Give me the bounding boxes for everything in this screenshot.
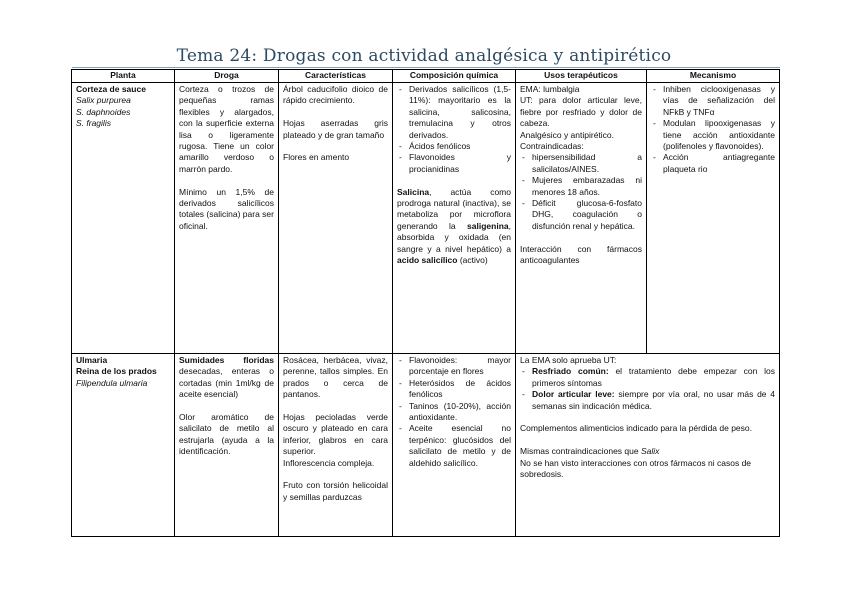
cell-caracteristicas — [279, 354, 393, 537]
bold-term: Resfriado común: — [532, 366, 609, 377]
usos-line: No se han visto interacciones con otros fármacos ni casos de sobredosis. — [520, 457, 752, 480]
droga-text: Olor aromático de salicilato de metilo al estrujarla (ayuda a la identificación. — [179, 412, 274, 457]
italic-term: Salix — [640, 446, 660, 457]
cell-droga — [175, 354, 279, 537]
bold-term: Sumidades floridas — [179, 355, 274, 365]
usos-line: UT: para dolor articular leve, fiebre por resfriado y dolor de cabeza. — [520, 95, 642, 129]
list-item: - Flavonoides y procianidinas — [397, 152, 511, 175]
text-span: , actúa como prodroga natural (inactiva), se metaboliza por microflora generando la — [397, 186, 511, 231]
list-item: - Taninos (10-20%), acción antioxidante. — [397, 401, 511, 424]
usos-line: Complementos alimenticios indicado para la pérdida de peso. — [520, 423, 752, 434]
bold-term: Salicina — [397, 186, 430, 197]
header-planta: Planta — [72, 70, 175, 83]
list-item: - Ácidos fenólicos — [397, 141, 511, 152]
text-span: (activo) — [457, 255, 488, 266]
table-header-row — [72, 70, 780, 83]
usos-line — [520, 446, 775, 457]
salicina-paragraph — [397, 187, 511, 267]
cell-composicion — [393, 354, 516, 537]
char-text: Árbol caducifolio dioico de rápido crecimiento. — [283, 84, 388, 106]
text-span: , absorbida y oxidada (en sangre y a nivel hepático) a — [397, 220, 511, 254]
list-item: - Modulan lipooxigenasas y tiene acción antioxidante (polifenoles y flavonoides). — [651, 118, 775, 152]
list-item: - Derivados salicílicos (1,5-11%): mayoritario es la salicina, salicosina, tremulacina y otros derivados. — [397, 84, 511, 141]
char-text: Flores en amento — [283, 152, 350, 163]
drug-table — [71, 69, 780, 537]
plant-name: Corteza de sauce — [76, 84, 146, 94]
cell-planta — [72, 354, 175, 537]
usos-line: La EMA solo aprueba UT: — [520, 355, 617, 365]
droga-text — [179, 355, 274, 401]
char-text: Fruto con torsión helicoidal y semillas parduzcas — [283, 480, 388, 502]
list-item: - Aceite esencial no terpénico: glucósidos del salicilato de metilo y de aldehido salicílico. — [397, 423, 511, 469]
cell-planta — [72, 83, 175, 354]
usos-line: Interacción con fármacos anticoagulantes — [520, 243, 642, 266]
header-usos: Usos terapéuticos — [516, 70, 647, 83]
cell-droga — [175, 83, 279, 354]
page-title: Tema 24: Drogas con actividad analgésica y antipirético — [176, 46, 672, 66]
text-span: desecadas, enteras o cortadas (min 1ml/kg de aceite esencial) — [179, 366, 274, 400]
header-caracteristicas: Características — [279, 70, 393, 83]
usos-line: Contraindicadas: — [520, 141, 584, 152]
table-row — [72, 83, 780, 354]
list-item: - Flavonoides: mayor porcentaje en flores — [397, 355, 511, 378]
bold-term: saligenina — [467, 220, 509, 231]
droga-text: Corteza o trozos de pequeñas ramas flexibles y alargados, con la superficie externa lisa o ligeramente rugosa. Tiene un color amarillo verdoso o marrón pardo. — [179, 84, 274, 174]
header-composicion: Composición química — [393, 70, 516, 83]
bold-term: Dolor articular leve: — [532, 389, 615, 400]
char-text: Inflorescencia compleja. — [283, 457, 375, 468]
list-item: - Déficit glucosa-6-fosfato DHG, coagulación o disfunción renal y hepática. — [520, 198, 642, 232]
char-text: Hojas aserradas gris plateado y de gran tamaño — [283, 118, 388, 140]
list-item: - Acción antiagregante plaqueta rio — [651, 152, 775, 175]
char-text: Rosácea, herbácea, vivaz, perenne, tallos simples. En prados o cerca de pantanos. — [283, 355, 388, 400]
species: Salix purpurea — [76, 95, 131, 106]
plant-name: Reina de los prados — [76, 366, 157, 377]
cell-composicion — [393, 83, 516, 354]
list-item: - hipersensibilidad a salicilatos/AINES. — [520, 152, 642, 175]
list-item: - Inhiben ciclooxigenasas y vías de señalización del NFkB y TNFα — [651, 84, 775, 118]
list-item: - Mujeres embarazadas ni menores 18 años. — [520, 175, 642, 198]
table-row — [72, 354, 780, 537]
bold-term: acido salicílico — [397, 255, 458, 266]
droga-text: Mínimo un 1,5% de derivados salicílicos totales (salicina) para ser oficinal. — [179, 186, 274, 231]
list-item — [520, 366, 775, 389]
list-item: - Heterósidos de ácidos fenólicos — [397, 378, 511, 401]
header-mecanismo: Mecanismo — [647, 70, 780, 83]
cell-usos-mecanismo — [516, 354, 780, 537]
usos-line: Analgésico y antipirético. — [520, 129, 615, 140]
plant-name: Ulmaria — [76, 355, 108, 365]
title-underline — [72, 67, 780, 68]
text-span: Mismas contraindicaciones que — [520, 446, 641, 457]
species: Filipendula ulmaria — [76, 377, 148, 388]
cell-mecanismo — [647, 83, 780, 354]
cell-caracteristicas — [279, 83, 393, 354]
species: S. fragilis — [76, 118, 111, 129]
species: S. daphnoides — [76, 106, 131, 117]
cell-usos — [516, 83, 647, 354]
char-text: Hojas pecioladas verde oscuro y plateado en cara inferior, glabros en cara superior. — [283, 412, 388, 457]
header-droga: Droga — [175, 70, 279, 83]
text-span: el tratamiento debe empezar con los primeros síntomas — [532, 366, 775, 388]
usos-line: EMA: lumbalgia — [520, 84, 580, 94]
list-item — [520, 389, 775, 412]
text-span: siempre por vía oral, no usar más de 4 semanas sin indicación médica. — [532, 389, 776, 411]
